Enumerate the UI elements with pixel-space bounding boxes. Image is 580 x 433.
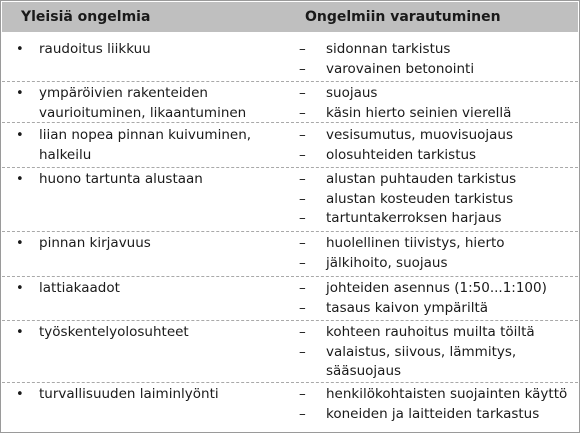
dash-icon: – bbox=[299, 254, 306, 271]
measure-line bbox=[299, 146, 574, 166]
measure-text: johteiden asennus (1:50...1:100) bbox=[326, 280, 547, 296]
measure-text: käsin hierto seinien vierellä bbox=[326, 104, 512, 121]
dash-icon: – bbox=[299, 299, 306, 316]
dash-icon: – bbox=[299, 104, 306, 121]
bullet-icon: • bbox=[16, 325, 24, 340]
dash-icon: – bbox=[299, 171, 306, 187]
measure-line bbox=[299, 362, 574, 382]
problem-text: vaurioituminen, likaantuminen bbox=[39, 104, 247, 121]
problem-text: liian nopea pinnan kuivuminen, bbox=[39, 127, 252, 143]
problem-line bbox=[13, 234, 298, 254]
problem-cell bbox=[13, 40, 298, 60]
measure-text: varovainen betonointi bbox=[326, 60, 475, 77]
problem-text: ympäröivien rakenteiden bbox=[39, 85, 208, 101]
measure-text: valaistus, siivous, lämmitys, bbox=[326, 343, 517, 360]
measure-text: suojaus bbox=[326, 85, 378, 101]
problem-text: työskentelyolosuhteet bbox=[39, 324, 189, 340]
problem-line bbox=[13, 323, 298, 343]
dash-icon: – bbox=[299, 235, 306, 251]
measure-line bbox=[299, 170, 574, 190]
measure-text: tartuntakerroksen harjaus bbox=[326, 210, 502, 226]
dash-icon: – bbox=[299, 146, 306, 163]
row-divider bbox=[2, 81, 578, 82]
dash-icon: – bbox=[299, 85, 306, 101]
dash-icon: – bbox=[299, 127, 306, 143]
measure-line bbox=[299, 323, 574, 343]
measure-line bbox=[299, 60, 574, 80]
problem-cell bbox=[13, 385, 298, 405]
measures-cell bbox=[299, 126, 574, 165]
problem-text: pinnan kirjavuus bbox=[39, 235, 151, 251]
measure-line bbox=[299, 299, 574, 319]
measure-line bbox=[299, 40, 574, 60]
measure-line bbox=[299, 279, 574, 299]
bullet-icon: • bbox=[16, 281, 24, 296]
measure-text: olosuhteiden tarkistus bbox=[326, 146, 477, 163]
measures-cell bbox=[299, 84, 574, 123]
measure-text: henkilökohtaisten suojainten käyttö bbox=[326, 386, 568, 402]
dash-icon: – bbox=[299, 405, 306, 422]
measures-cell bbox=[299, 279, 574, 318]
measures-cell bbox=[299, 323, 574, 382]
measure-line bbox=[299, 385, 574, 405]
measure-text: sidonnan tarkistus bbox=[326, 41, 451, 57]
row-divider bbox=[2, 231, 578, 232]
dash-icon: – bbox=[299, 210, 306, 226]
header-problems: Yleisiä ongelmia bbox=[21, 9, 151, 25]
dash-icon: – bbox=[299, 280, 306, 296]
problem-line bbox=[13, 40, 298, 60]
measure-text: jälkihoito, suojaus bbox=[326, 254, 448, 271]
dash-icon: – bbox=[299, 324, 306, 340]
measure-line bbox=[299, 209, 574, 229]
problem-cell bbox=[13, 234, 298, 254]
problem-line bbox=[13, 279, 298, 299]
problem-text: lattiakaadot bbox=[39, 280, 120, 296]
dash-icon: – bbox=[299, 41, 306, 57]
problem-line bbox=[13, 84, 298, 104]
measure-text: sääsuojaus bbox=[326, 363, 402, 379]
measure-line bbox=[299, 84, 574, 104]
problem-cell bbox=[13, 170, 298, 190]
table-header bbox=[2, 2, 578, 32]
measure-line bbox=[299, 104, 574, 124]
row-divider bbox=[2, 167, 578, 168]
measure-line bbox=[299, 254, 574, 274]
measure-line bbox=[299, 405, 574, 425]
problem-cell bbox=[13, 84, 298, 123]
dash-icon: – bbox=[299, 386, 306, 402]
measure-text: alustan kosteuden tarkistus bbox=[326, 190, 514, 207]
problem-line bbox=[13, 126, 298, 146]
problem-text: halkeilu bbox=[39, 146, 92, 163]
dash-icon: – bbox=[299, 343, 306, 360]
measure-text: vesisumutus, muovisuojaus bbox=[326, 127, 514, 143]
bullet-icon: • bbox=[16, 172, 24, 187]
measure-text: alustan puhtauden tarkistus bbox=[326, 171, 517, 187]
problem-line bbox=[13, 146, 298, 166]
problem-text: turvallisuuden laiminlyönti bbox=[39, 386, 219, 402]
problem-line bbox=[13, 170, 298, 190]
header-preparation: Ongelmiin varautuminen bbox=[305, 9, 501, 25]
problem-line bbox=[13, 104, 298, 124]
problem-cell bbox=[13, 279, 298, 299]
problem-cell bbox=[13, 126, 298, 165]
measure-line bbox=[299, 343, 574, 363]
measures-cell bbox=[299, 40, 574, 79]
measures-cell bbox=[299, 170, 574, 229]
dash-icon: – bbox=[299, 190, 306, 207]
problem-text: raudoitus liikkuu bbox=[39, 41, 151, 57]
measure-text: tasaus kaivon ympäriltä bbox=[326, 299, 489, 316]
dash-icon: – bbox=[299, 60, 306, 77]
measure-text: kohteen rauhoitus muilta töiltä bbox=[326, 324, 535, 340]
problem-text: huono tartunta alustaan bbox=[39, 171, 203, 187]
measure-line bbox=[299, 126, 574, 146]
measures-cell bbox=[299, 385, 574, 424]
bullet-icon: • bbox=[16, 128, 24, 143]
bullet-icon: • bbox=[16, 86, 24, 101]
measure-text: koneiden ja laitteiden tarkastus bbox=[326, 405, 540, 422]
row-divider bbox=[2, 320, 578, 321]
problem-cell bbox=[13, 323, 298, 343]
measure-line bbox=[299, 234, 574, 254]
measure-line bbox=[299, 190, 574, 210]
row-divider bbox=[2, 276, 578, 277]
bullet-icon: • bbox=[16, 42, 24, 57]
measure-text: huolellinen tiivistys, hierto bbox=[326, 235, 505, 251]
bullet-icon: • bbox=[16, 236, 24, 251]
measures-cell bbox=[299, 234, 574, 273]
bullet-icon: • bbox=[16, 387, 24, 402]
row-divider bbox=[2, 382, 578, 383]
row-divider bbox=[2, 122, 578, 123]
problem-line bbox=[13, 385, 298, 405]
